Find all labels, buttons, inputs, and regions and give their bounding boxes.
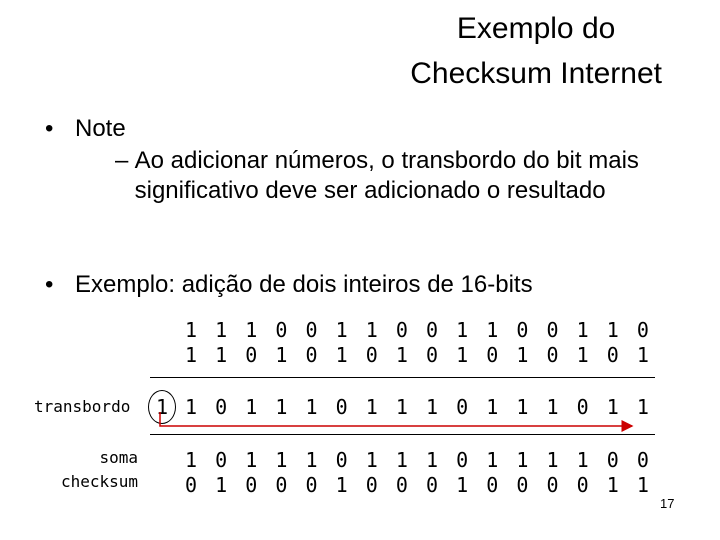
- bit-digit: 0: [245, 343, 258, 367]
- bullet-list: [45, 112, 685, 206]
- bit-digit: 0: [184, 473, 198, 497]
- checksum-divider: [150, 434, 655, 435]
- bit-digit: 1: [365, 448, 378, 472]
- bit-digit: 1: [395, 395, 408, 419]
- bullet-dot: •: [45, 115, 54, 142]
- bit-digit: 1: [215, 318, 228, 342]
- bit-digit: 1: [245, 395, 258, 419]
- bit-digit: 1: [636, 395, 649, 419]
- bit-digit: 1: [184, 318, 198, 342]
- bit-digit: 1: [516, 395, 529, 419]
- bit-digit: 1: [245, 448, 258, 472]
- bit-digit: 0: [546, 473, 559, 497]
- title-line-2: Checksum Internet: [410, 57, 662, 90]
- bit-digit: 1: [486, 395, 499, 419]
- bit-digit: 0: [516, 473, 529, 497]
- bit-digit: 1: [456, 318, 469, 342]
- bit-digit: 1: [546, 448, 559, 472]
- sum-checksum-label: [61, 446, 138, 494]
- bit-digit: 0: [456, 395, 469, 419]
- bit-digit: 1: [576, 343, 589, 367]
- sum-divider: [150, 377, 655, 378]
- bit-digit: 1: [456, 343, 469, 367]
- bit-digit: 0: [215, 448, 228, 472]
- bit-digit: 1: [275, 343, 288, 367]
- bit-digit: 0: [245, 473, 258, 497]
- bit-digit: 0: [305, 473, 318, 497]
- bit-digit: 1: [335, 343, 348, 367]
- bit-digit: 1: [425, 395, 439, 419]
- wraparound-arrow: [150, 410, 650, 436]
- bit-digit: 0: [425, 318, 439, 342]
- bit-digit: 1: [184, 343, 198, 367]
- bit-digit: 0: [546, 318, 559, 342]
- bit-digit: 1: [335, 318, 348, 342]
- bit-digit: 1: [184, 448, 198, 472]
- bit-digit: 1: [395, 448, 408, 472]
- bit-digit: 1: [215, 343, 228, 367]
- bit-digit: 1: [576, 448, 589, 472]
- bit-digit: 1: [305, 395, 318, 419]
- sub-bullet: [115, 146, 685, 206]
- bit-digit: 0: [486, 343, 499, 367]
- bit-digit: 0: [395, 318, 408, 342]
- title-line-1: Exemplo do: [456, 12, 616, 45]
- bullet-note-text: Note: [75, 115, 126, 142]
- bit-digit: 0: [425, 473, 439, 497]
- bit-digit: 1: [606, 318, 619, 342]
- bit-digit: 1: [516, 343, 529, 367]
- bit-digit: 0: [576, 395, 589, 419]
- bullet-example-text: Exemplo: adição de dois inteiros de 16-bits: [75, 271, 533, 298]
- bit-digit: 0: [365, 473, 378, 497]
- bit-digit: 1: [275, 448, 288, 472]
- bit-digit: 0: [516, 318, 529, 342]
- bit-digit: 1: [636, 473, 649, 497]
- sub-bullet-dash: –: [115, 147, 129, 174]
- bit-digit: 0: [486, 473, 499, 497]
- bit-digit: 0: [275, 473, 288, 497]
- bit-digit: 1: [486, 448, 499, 472]
- bit-digit: 0: [456, 448, 469, 472]
- bit-digit: 1: [275, 395, 288, 419]
- bit-digit: 0: [606, 343, 619, 367]
- sub-bullet-text: Ao adicionar números, o transbordo do bit mais significativo deve ser adicionado o resultado: [134, 147, 639, 204]
- bit-digit: 0: [425, 343, 439, 367]
- bit-digit: 0: [335, 395, 348, 419]
- bit-digit: 0: [215, 395, 228, 419]
- bullet-note: [45, 112, 685, 146]
- slide-number: 17: [660, 496, 675, 511]
- bit-digit: 0: [275, 318, 288, 342]
- bit-digit: 0: [636, 318, 649, 342]
- bit-digit: 0: [305, 343, 318, 367]
- bit-digit: 1: [516, 448, 529, 472]
- checksum-row: [182, 473, 652, 497]
- bit-digit: 1: [546, 395, 559, 419]
- bit-digit: 1: [456, 473, 469, 497]
- bit-digit: 0: [395, 473, 408, 497]
- bullet-example: [45, 268, 533, 302]
- slide-title: [410, 6, 662, 96]
- operand-2-row: [182, 343, 652, 367]
- bit-digit: 1: [365, 318, 378, 342]
- operand-1-row: [182, 318, 652, 342]
- bit-digit: 1: [215, 473, 228, 497]
- bit-digit: 0: [576, 473, 589, 497]
- bit-digit: 1: [576, 318, 589, 342]
- carry-bit-circle: 1: [148, 390, 176, 424]
- bit-digit: 1: [305, 448, 318, 472]
- bit-digit: 1: [245, 318, 258, 342]
- wraparound-label: transbordo: [34, 397, 131, 416]
- bit-digit: 1: [606, 473, 619, 497]
- bit-digit: 1: [425, 448, 439, 472]
- bit-digit: 0: [606, 448, 619, 472]
- bit-digit: 0: [365, 343, 378, 367]
- bit-digit: 1: [395, 343, 408, 367]
- bit-digit: 0: [305, 318, 318, 342]
- checksum-label: checksum: [60, 472, 138, 491]
- bit-digit: 1: [184, 395, 198, 419]
- bit-digit: 1: [486, 318, 499, 342]
- bit-digit: 1: [335, 473, 348, 497]
- bit-digit: 1: [606, 395, 619, 419]
- bit-digit: 0: [335, 448, 348, 472]
- bit-digit: 0: [636, 448, 649, 472]
- bit-digit: 1: [365, 395, 378, 419]
- sum-final-row: [182, 448, 652, 472]
- bit-digit: 1: [636, 343, 649, 367]
- sum-label: soma: [99, 448, 138, 467]
- bit-digit: 0: [546, 343, 559, 367]
- bullet-dot: •: [45, 271, 54, 298]
